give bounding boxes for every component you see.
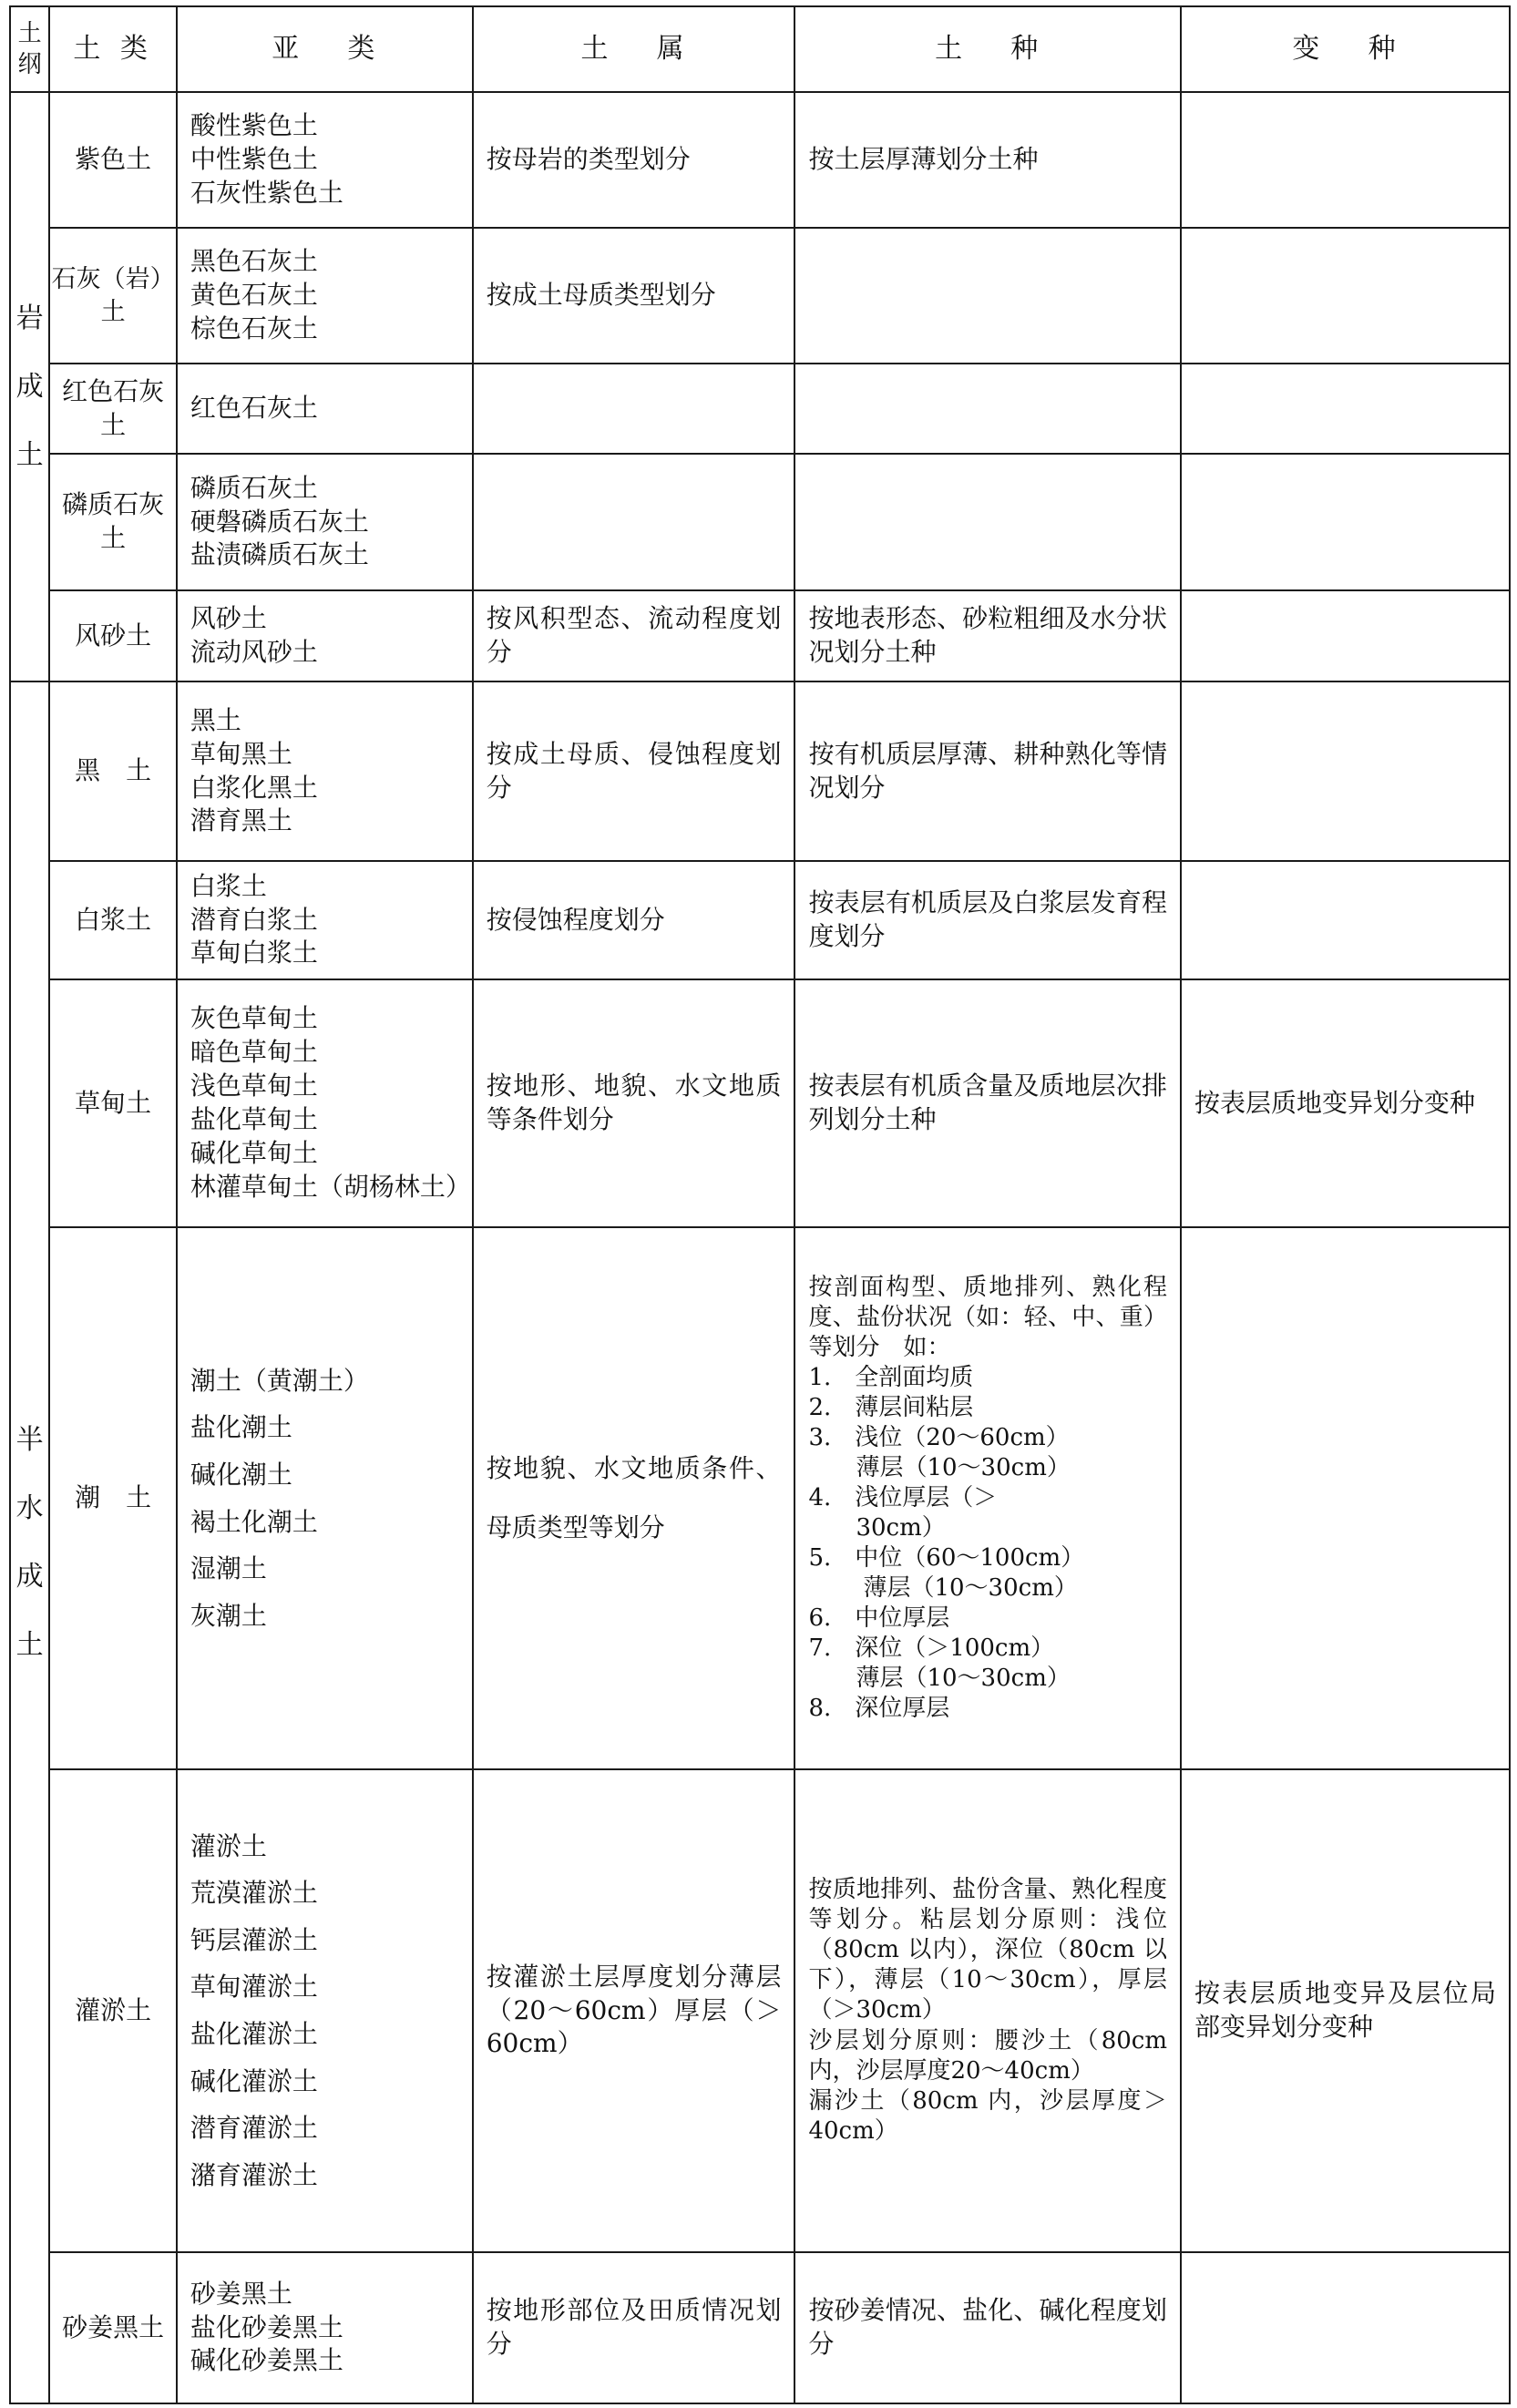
table-row [10,590,1510,681]
tuzhong-cell: 按剖面构型、质地排列、熟化程度、盐份状况（如：轻、中、重）等划分 如： 1. 全剖面均质 2. 薄层间粘层 3. 浅位（20～60cm） 薄层（10～30cm） 4. 浅位厚层（＞ 30cm） 5. 中位（60～100cm） 薄层（10～30cm） 6. 中位厚层 7. 深位（＞100cm） 薄层（10～30cm） 8. 深位厚层 [794,1227,1181,1769]
yalei-cell: 砂姜黑土 盐化砂姜黑土 碱化砂姜黑土 [177,2252,473,2403]
tuzhong-cell: 按砂姜情况、盐化、碱化程度划分 [794,2252,1181,2403]
tulei-cell: 灌淤土 [49,1769,177,2252]
tushu-cell: 按地形部位及田质情况划分 [473,2252,795,2403]
yalei-cell: 灰色草甸土 暗色草甸土 浅色草甸土 盐化草甸土 碱化草甸土 林灌草甸土（胡杨林土） [177,979,473,1227]
tuzhong-cell: 按质地排列、盐份含量、熟化程度等划分。粘层划分原则：浅位（80cm 以内），深位（80cm 以下），薄层（10～30cm），厚层（＞30cm） 沙层划分原则：腰沙土（80cm 内，沙层厚度20～40cm） 漏沙土（80cm 内，沙层厚度＞40cm） [794,1769,1181,2252]
bianzhong-cell [1181,2252,1510,2403]
table-row [10,92,1510,228]
bianzhong-cell [1181,454,1510,590]
table-row [10,979,1510,1227]
tushu-cell: 按侵蚀程度划分 [473,861,795,979]
tushu-cell [473,364,795,454]
tulei-cell: 磷质石灰土 [49,454,177,590]
table-row [10,454,1510,590]
tushu-cell: 按地形、地貌、水文地质等条件划分 [473,979,795,1227]
table-row [10,2252,1510,2403]
header-yalei: 亚 类 [177,6,473,92]
table-row [10,1227,1510,1769]
tulei-cell: 白浆土 [49,861,177,979]
bianzhong-cell: 按表层质地变异划分变种 [1181,979,1510,1227]
tuzhong-cell: 按表层有机质层及白浆层发育程度划分 [794,861,1181,979]
yalei-cell: 红色石灰土 [177,364,473,454]
tushu-cell: 按成土母质、侵蚀程度划分 [473,681,795,861]
header-tulei: 土 类 [49,6,177,92]
tulei-cell: 潮 土 [49,1227,177,1769]
tuzhong-cell: 按表层有机质含量及质地层次排列划分土种 [794,979,1181,1227]
header-tuzhong: 土 种 [794,6,1181,92]
bianzhong-cell [1181,1227,1510,1769]
yalei-cell: 风砂土 流动风砂土 [177,590,473,681]
yalei-cell: 磷质石灰土 硬磐磷质石灰土 盐渍磷质石灰土 [177,454,473,590]
bianzhong-cell [1181,590,1510,681]
tushu-cell: 按地貌、水文地质条件、母质类型等划分 [473,1227,795,1769]
tulei-cell: 石灰（岩）土 [49,228,177,364]
table-row [10,228,1510,364]
bianzhong-cell: 按表层质地变异及层位局部变异划分变种 [1181,1769,1510,2252]
group-name-yanchengtu: 岩 成 土 [10,92,49,681]
tuzhong-cell: 按有机质层厚薄、耕种熟化等情况划分 [794,681,1181,861]
tushu-cell: 按母岩的类型划分 [473,92,795,228]
bianzhong-cell [1181,681,1510,861]
bianzhong-cell [1181,861,1510,979]
tulei-cell: 风砂土 [49,590,177,681]
tulei-cell: 紫色土 [49,92,177,228]
yalei-cell: 黑土 草甸黑土 白浆化黑土 潜育黑土 [177,681,473,861]
tushu-cell: 按灌淤土层厚度划分薄层（20～60cm）厚层（＞60cm） [473,1769,795,2252]
table-row [10,1769,1510,2252]
tulei-cell: 黑 土 [49,681,177,861]
yalei-cell: 灌淤土 荒漠灌淤土 钙层灌淤土 草甸灌淤土 盐化灌淤土 碱化灌淤土 潜育灌淤土 潴育灌淤土 [177,1769,473,2252]
header-row [10,6,1510,92]
tuzhong-cell: 按地表形态、砂粒粗细及水分状况划分土种 [794,590,1181,681]
table-row [10,681,1510,861]
tushu-cell [473,454,795,590]
yalei-cell: 酸性紫色土 中性紫色土 石灰性紫色土 [177,92,473,228]
group-name-banshuichengtu: 半 水 成 土 [10,681,49,2403]
header-bianzhong: 变 种 [1181,6,1510,92]
soil-classification-table [9,5,1511,2404]
table-row [10,364,1510,454]
bianzhong-cell [1181,364,1510,454]
yalei-cell: 白浆土 潜育白浆土 草甸白浆土 [177,861,473,979]
tuzhong-cell: 按土层厚薄划分土种 [794,92,1181,228]
tuzhong-cell [794,454,1181,590]
header-tugang: 土纲 [10,6,49,92]
tulei-cell: 砂姜黑土 [49,2252,177,2403]
tulei-cell: 红色石灰土 [49,364,177,454]
tushu-cell: 按风积型态、流动程度划分 [473,590,795,681]
tulei-cell: 草甸土 [49,979,177,1227]
tuzhong-cell [794,228,1181,364]
tushu-cell: 按成土母质类型划分 [473,228,795,364]
tuzhong-cell [794,364,1181,454]
table-row [10,861,1510,979]
yalei-cell: 黑色石灰土 黄色石灰土 棕色石灰土 [177,228,473,364]
bianzhong-cell [1181,228,1510,364]
bianzhong-cell [1181,92,1510,228]
header-tushu: 土 属 [473,6,795,92]
yalei-cell: 潮土（黄潮土） 盐化潮土 碱化潮土 褐土化潮土 湿潮土 灰潮土 [177,1227,473,1769]
